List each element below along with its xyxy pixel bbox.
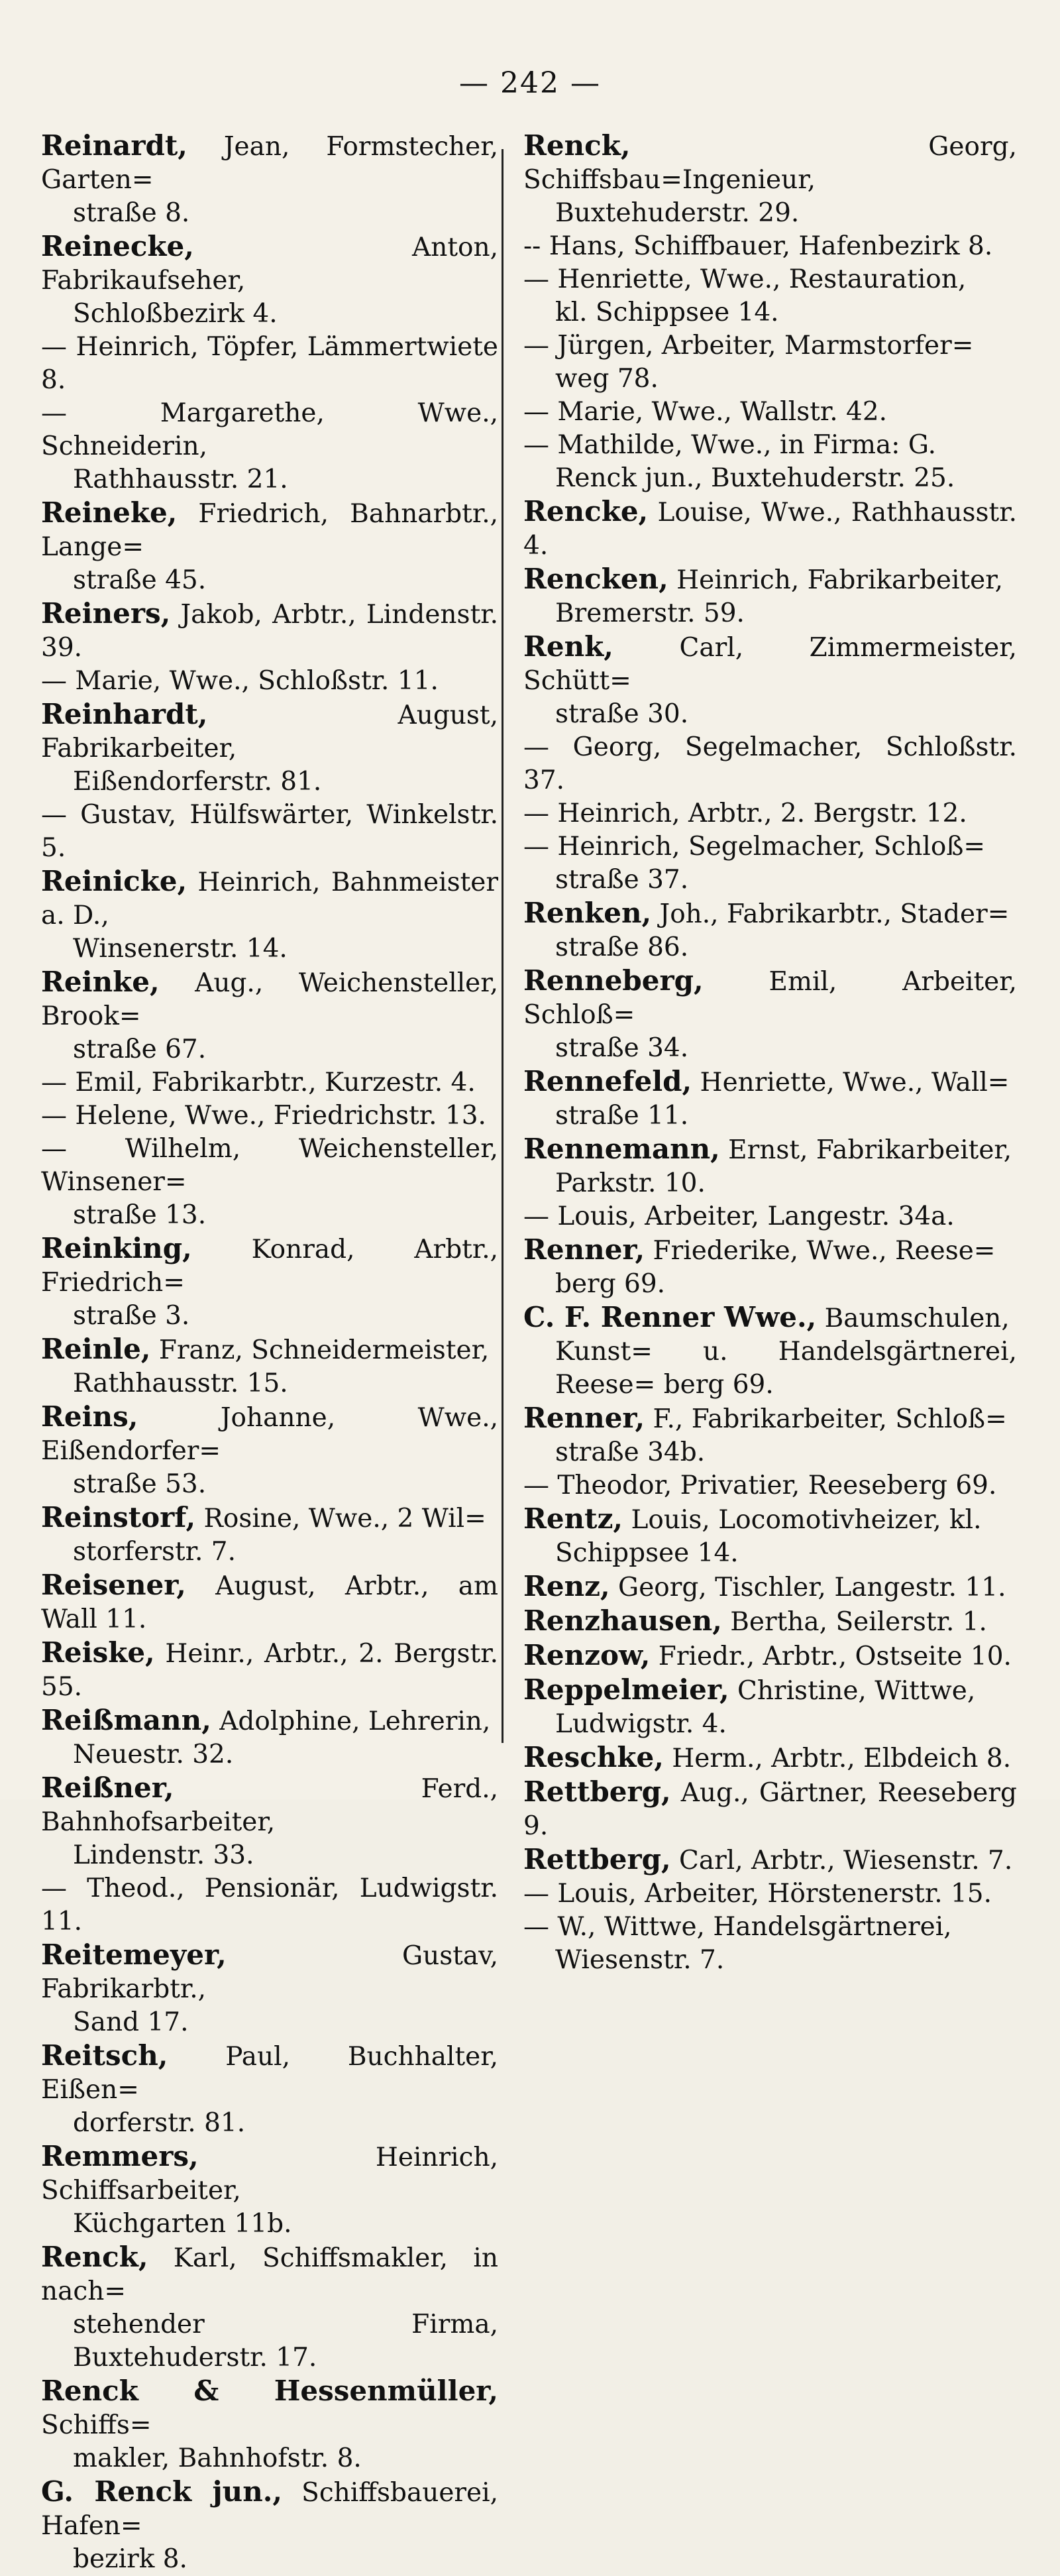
entry-details: Karl, Schiffsmakler, in nach= — [41, 2243, 498, 2306]
directory-entry — [523, 263, 1017, 329]
directory-entry — [523, 329, 1017, 396]
entry-continuation: Sand 17. — [73, 2007, 189, 2037]
entry-first-line — [523, 731, 1017, 797]
directory-entry — [41, 1704, 498, 1771]
entry-name: Reiners, — [41, 597, 171, 630]
directory-entry — [523, 495, 1017, 563]
directory-entry — [41, 331, 498, 397]
entry-details: Heinrich, Töpfer, Lämmertwiete 8. — [41, 332, 498, 395]
entry-first-line — [523, 1200, 1017, 1233]
entry-name: — — [41, 666, 67, 696]
entry-name: Renz, — [523, 1570, 610, 1602]
entry-first-line — [523, 1843, 1017, 1877]
entry-first-line — [41, 966, 498, 1033]
entry-name: Rentz, — [523, 1502, 623, 1535]
directory-entry — [523, 1502, 1017, 1570]
entry-continuation: Rathhausstr. 15. — [73, 1369, 288, 1398]
directory-entry — [523, 1775, 1017, 1843]
entry-name: Renner, — [523, 1233, 645, 1266]
entry-name: Reitemeyer, — [41, 1938, 227, 1971]
entry-first-line — [41, 2241, 498, 2308]
entry-details: Margarethe, Wwe., Schneiderin, — [41, 398, 498, 461]
entry-details: Herm., Arbtr., Elbdeich 8. — [663, 1744, 1012, 1773]
entry-name: — — [41, 332, 67, 362]
entry-first-line — [41, 2475, 498, 2543]
directory-entry — [523, 563, 1017, 630]
entry-first-line — [41, 496, 498, 564]
entry-first-line — [523, 263, 1017, 296]
entry-first-line — [41, 1704, 498, 1738]
entry-name: Remmers, — [41, 2140, 199, 2172]
directory-entry — [523, 1639, 1017, 1673]
entry-first-line — [523, 1502, 1017, 1537]
entry-continuation: Neuestr. 32. — [73, 1740, 234, 1769]
entry-name: Reinardt, — [41, 129, 187, 162]
entry-continuation: Schloßbezirk 4. — [73, 299, 278, 329]
entry-name: — — [523, 1471, 549, 1500]
entry-continuation: stehender Firma, Buxtehuderstr. 17. — [73, 2310, 498, 2373]
directory-entry — [41, 2241, 498, 2375]
entry-first-line — [41, 1938, 498, 2006]
entry-first-line — [523, 797, 1017, 830]
entry-details: Georg, Schiffsbau=Ingenieur, — [523, 132, 1017, 195]
entry-first-line — [523, 329, 1017, 363]
entry-details: Mathilde, Wwe., in Firma: G. — [549, 430, 936, 460]
entry-name: Renck & Hessenmüller, — [41, 2375, 498, 2407]
entry-details: Schiffs= — [41, 2410, 152, 2440]
entry-details: Theodor, Privatier, Reeseberg 69. — [549, 1471, 997, 1500]
entry-name: Reinecke, — [41, 230, 194, 262]
entry-first-line — [523, 563, 1017, 597]
entry-name: Reinstorf, — [41, 1501, 196, 1534]
entry-first-line — [41, 1771, 498, 1839]
entry-details: Heinrich, Bahnmeister a. D., — [41, 868, 498, 930]
directory-entry — [523, 1233, 1017, 1301]
entry-continuation: Schippsee 14. — [555, 1538, 739, 1568]
entry-first-line — [41, 698, 498, 765]
entry-name: Reiske, — [41, 1636, 155, 1669]
entry-continuation: Wiesenstr. 7. — [555, 1945, 725, 1975]
entry-first-line — [41, 1872, 498, 1938]
entry-name: Renck, — [523, 129, 631, 162]
entry-continuation: Winsenerstr. 14. — [73, 934, 288, 964]
entry-name: Rettberg, — [523, 1775, 671, 1808]
entry-name: -- — [523, 231, 541, 261]
directory-entry — [523, 630, 1017, 731]
entry-continuation: straße 34. — [555, 1033, 689, 1063]
entry-first-line — [41, 2140, 498, 2208]
directory-entry — [41, 966, 498, 1066]
entry-name: Reitsch, — [41, 2039, 168, 2072]
entry-name: — — [41, 1874, 67, 1903]
entry-name: Reisener, — [41, 1569, 186, 1601]
entry-first-line — [41, 230, 498, 298]
entry-name: Reißmann, — [41, 1704, 211, 1736]
entry-first-line — [41, 799, 498, 865]
entry-details: Baumschulen, — [816, 1304, 1010, 1333]
directory-entry — [523, 396, 1017, 429]
directory-entry — [523, 1469, 1017, 1502]
entry-first-line — [41, 1133, 498, 1199]
entry-first-line — [523, 630, 1017, 698]
entry-name: — — [41, 398, 67, 428]
entry-name: Renneberg, — [523, 964, 704, 997]
entry-first-line — [41, 1099, 498, 1133]
entry-name: — — [523, 331, 549, 361]
entry-continuation: Bremerstr. 59. — [555, 598, 745, 628]
entry-name: — — [41, 1101, 67, 1131]
entry-first-line — [41, 1232, 498, 1300]
entry-details: Friederike, Wwe., Reese= — [645, 1236, 996, 1266]
entry-first-line — [523, 1402, 1017, 1436]
entry-first-line — [523, 429, 1017, 462]
directory-entry — [41, 1333, 498, 1400]
entry-name: — — [523, 430, 549, 460]
entry-details: Louise, Wwe., Rathhausstr. 4. — [523, 498, 1017, 561]
directory-entry — [41, 1938, 498, 2039]
directory-entry — [41, 496, 498, 597]
entry-first-line — [41, 665, 498, 698]
entry-first-line — [523, 1741, 1017, 1775]
entry-continuation: weg 78. — [555, 364, 659, 394]
entry-continuation: kl. Schippsee 14. — [555, 298, 779, 327]
entry-name: — — [523, 1879, 549, 1909]
entry-first-line — [523, 1469, 1017, 1502]
entry-details: Louis, Arbeiter, Langestr. 34a. — [549, 1202, 955, 1231]
entry-details: Heinrich, Fabrikarbeiter, — [668, 565, 1003, 595]
directory-entry — [41, 597, 498, 665]
entry-first-line — [523, 964, 1017, 1032]
directory-entry — [523, 731, 1017, 797]
directory-entry — [523, 429, 1017, 495]
entry-name: Renner, — [523, 1402, 645, 1434]
entry-details: Johanne, Wwe., Eißendorfer= — [41, 1403, 498, 1466]
entry-continuation: storferstr. 7. — [73, 1537, 237, 1567]
entry-name: — — [41, 1068, 67, 1097]
directory-entry — [523, 1570, 1017, 1604]
entry-name: — — [523, 732, 549, 762]
directory-entry — [523, 1604, 1017, 1639]
entry-details: Rosine, Wwe., 2 Wil= — [195, 1504, 486, 1534]
directory-entry — [523, 1200, 1017, 1233]
directory-entry — [41, 230, 498, 331]
directory-entry — [523, 830, 1017, 897]
directory-entry — [41, 2375, 498, 2475]
entry-first-line — [41, 1569, 498, 1636]
entry-first-line — [523, 1133, 1017, 1167]
entry-details: Konrad, Arbtr., Friedrich= — [41, 1235, 498, 1298]
directory-entry — [41, 1771, 498, 1872]
entry-details: Hans, Schiffbauer, Hafenbezirk 8. — [541, 231, 993, 261]
entry-continuation: berg 69. — [555, 1269, 666, 1299]
entry-continuation: Eißendorferstr. 81. — [73, 767, 322, 797]
entry-details: Georg, Tischler, Langestr. 11. — [610, 1573, 1006, 1602]
entry-continuation: straße 34b. — [555, 1437, 706, 1467]
entry-name: Renzhausen, — [523, 1604, 722, 1637]
entry-name: G. Renck jun., — [41, 2475, 283, 2508]
entry-first-line — [523, 230, 1017, 263]
entry-first-line — [41, 397, 498, 463]
entry-name: — — [41, 800, 67, 830]
entry-first-line — [523, 830, 1017, 864]
entry-continuation: Küchgarten 11b. — [73, 2209, 292, 2239]
entry-first-line — [41, 1333, 498, 1367]
page-number: — 242 — — [459, 66, 601, 100]
entry-first-line — [41, 1066, 498, 1099]
entry-name: Reinhardt, — [41, 698, 208, 730]
entry-name: Reins, — [41, 1400, 138, 1433]
entry-details: Schiffsbauerei, Hafen= — [41, 2478, 499, 2541]
entry-details: Helene, Wwe., Friedrichstr. 13. — [67, 1101, 486, 1131]
entry-details: August, Arbtr., am Wall 11. — [41, 1571, 498, 1634]
entry-first-line — [523, 1604, 1017, 1639]
entry-name: — — [523, 1202, 549, 1231]
directory-entry — [41, 1232, 498, 1333]
entry-name: Rennemann, — [523, 1133, 720, 1165]
entry-name: — — [523, 1912, 549, 1942]
entry-first-line — [523, 1233, 1017, 1268]
entry-name: — — [523, 264, 549, 294]
directory-entry — [41, 1569, 498, 1636]
directory-entry — [41, 865, 498, 966]
entry-details: August, Fabrikarbeiter, — [41, 700, 498, 763]
entry-first-line — [523, 129, 1017, 197]
directory-entry — [41, 1400, 498, 1501]
left-column — [41, 129, 498, 2576]
entry-details: Gustav, Fabrikarbtr., — [41, 1941, 498, 2004]
directory-entry — [523, 1301, 1017, 1402]
directory-entry — [523, 230, 1017, 263]
entry-name: Rencken, — [523, 563, 668, 595]
entry-first-line — [523, 897, 1017, 931]
entry-name: Renck, — [41, 2241, 148, 2273]
directory-entry — [523, 129, 1017, 230]
entry-continuation: straße 67. — [73, 1035, 207, 1064]
directory-entry — [41, 2039, 498, 2140]
directory-entry — [523, 797, 1017, 830]
entry-details: Carl, Arbtr., Wiesenstr. 7. — [670, 1846, 1013, 1876]
entry-details: Wilhelm, Weichensteller, Winsener= — [41, 1134, 498, 1197]
entry-continuation: straße 13. — [73, 1200, 207, 1230]
entry-name: Renk, — [523, 630, 613, 663]
directory-entry — [523, 1402, 1017, 1469]
entry-name: — — [523, 799, 549, 828]
entry-details: Bertha, Seilerstr. 1. — [721, 1607, 987, 1637]
directory-entry — [41, 1501, 498, 1569]
directory-entry — [41, 1133, 498, 1232]
entry-name: Reschke, — [523, 1741, 664, 1773]
entry-name: Rettberg, — [523, 1843, 671, 1876]
entry-details: Heinrich, Segelmacher, Schloß= — [549, 832, 986, 862]
directory-entry — [523, 1877, 1017, 1911]
entry-first-line — [41, 2039, 498, 2107]
right-column — [523, 129, 1017, 1977]
entry-first-line — [523, 495, 1017, 563]
entry-name: Reppelmeier, — [523, 1673, 729, 1706]
entry-continuation: Buxtehuderstr. 29. — [555, 198, 800, 228]
entry-name: — — [523, 832, 549, 862]
entry-name: Renken, — [523, 897, 652, 929]
entry-details: Adolphine, Lehrerin, — [211, 1707, 491, 1736]
entry-details: Louis, Locomotivheizer, kl. — [623, 1505, 982, 1535]
entry-name: Reißner, — [41, 1771, 174, 1804]
entry-details: Jakob, Arbtr., Lindenstr. 39. — [41, 600, 498, 663]
entry-name: Reinicke, — [41, 865, 187, 897]
entry-details: Henriette, Wwe., Wall= — [692, 1068, 1010, 1097]
entry-details: Louis, Arbeiter, Hörstenerstr. 15. — [549, 1879, 992, 1909]
entry-details: Friedr., Arbtr., Ostseite 10. — [650, 1642, 1012, 1671]
directory-entry — [41, 129, 498, 230]
entry-continuation: Rathhausstr. 21. — [73, 465, 288, 494]
entry-continuation: straße 45. — [73, 565, 207, 595]
entry-name: C. F. Renner Wwe., — [523, 1301, 817, 1333]
entry-continuation: dorferstr. 81. — [73, 2108, 246, 2138]
entry-name: Reinking, — [41, 1232, 192, 1264]
entry-details: Emil, Arbeiter, Schloß= — [523, 967, 1017, 1030]
entry-details: Ferd., Bahnhofsarbeiter, — [41, 1774, 498, 1837]
entry-first-line — [41, 1636, 498, 1704]
directory-entry — [523, 1673, 1017, 1741]
directory-entry — [523, 1741, 1017, 1775]
entry-continuation: Lindenstr. 33. — [73, 1840, 254, 1870]
entry-continuation: Ludwigstr. 4. — [555, 1709, 727, 1739]
entry-details: Friedrich, Bahnarbtr., Lange= — [41, 499, 498, 562]
directory-entry — [523, 1065, 1017, 1133]
directory-entry — [41, 1872, 498, 1938]
entry-first-line — [523, 1911, 1017, 1944]
entry-first-line — [41, 597, 498, 665]
entry-first-line — [41, 1400, 498, 1468]
entry-details: Christine, Wittwe, — [729, 1676, 976, 1706]
entry-first-line — [523, 1301, 1017, 1335]
entry-details: Carl, Zimmermeister, Schütt= — [523, 633, 1017, 696]
directory-entry — [41, 2140, 498, 2241]
entry-continuation: makler, Bahnhofstr. 8. — [73, 2443, 362, 2473]
entry-details: Theod., Pensionär, Ludwigstr. 11. — [41, 1874, 498, 1936]
entry-first-line — [523, 1775, 1017, 1843]
entry-details: Marie, Wwe., Wallstr. 42. — [549, 397, 888, 427]
entry-details: Paul, Buchhalter, Eißen= — [41, 2042, 498, 2105]
entry-details: Gustav, Hülfswärter, Winkelstr. 5. — [41, 800, 498, 863]
directory-entry — [41, 2475, 498, 2576]
directory-entry — [41, 665, 498, 698]
entry-name: Rennefeld, — [523, 1065, 692, 1097]
directory-entry — [41, 698, 498, 799]
directory-entry — [41, 1066, 498, 1099]
entry-name: Rencke, — [523, 495, 649, 528]
entry-name: Reinke, — [41, 966, 160, 998]
entry-name: Renzow, — [523, 1639, 651, 1671]
column-divider — [502, 149, 504, 1743]
entry-first-line — [523, 396, 1017, 429]
entry-details: Heinr., Arbtr., 2. Bergstr. 55. — [41, 1639, 498, 1702]
directory-entry — [41, 1636, 498, 1704]
entry-first-line — [523, 1570, 1017, 1604]
directory-entry — [41, 1099, 498, 1133]
entry-details: W., Wittwe, Handelsgärtnerei, — [549, 1912, 952, 1942]
entry-continuation: straße 37. — [555, 865, 689, 895]
entry-name: — — [41, 1134, 67, 1164]
entry-continuation: straße 86. — [555, 932, 689, 962]
entry-first-line — [41, 1501, 498, 1536]
entry-first-line — [523, 1639, 1017, 1673]
entry-continuation: straße 53. — [73, 1469, 207, 1499]
directory-entry — [523, 1843, 1017, 1877]
entry-details: Jürgen, Arbeiter, Marmstorfer= — [549, 331, 974, 361]
entry-details: Georg, Segelmacher, Schloßstr. 37. — [523, 732, 1017, 795]
entry-continuation: straße 3. — [73, 1301, 190, 1331]
entry-details: Aug., Weichensteller, Brook= — [41, 968, 498, 1031]
entry-first-line — [41, 129, 498, 197]
entry-details: Heinrich, Schiffsarbeiter, — [41, 2143, 498, 2206]
directory-entry — [523, 1133, 1017, 1200]
entry-details: Emil, Fabrikarbtr., Kurzestr. 4. — [67, 1068, 476, 1097]
entry-continuation: Parkstr. 10. — [555, 1168, 706, 1198]
entry-details: Jean, Formstecher, Garten= — [41, 132, 498, 195]
entry-details: Henriette, Wwe., Restauration, — [549, 264, 967, 294]
entry-first-line — [41, 865, 498, 932]
entry-first-line — [41, 331, 498, 397]
entry-details: Marie, Wwe., Schloßstr. 11. — [67, 666, 439, 696]
entry-details: F., Fabrikarbeiter, Schloß= — [645, 1404, 1007, 1434]
entry-first-line — [523, 1065, 1017, 1099]
directory-entry — [523, 1911, 1017, 1977]
entry-details: Ernst, Fabrikarbeiter, — [719, 1135, 1012, 1165]
entry-details: Franz, Schneidermeister, — [150, 1335, 490, 1365]
entry-name: Reinle, — [41, 1333, 151, 1365]
entry-first-line — [523, 1877, 1017, 1911]
directory-entry — [523, 897, 1017, 964]
entry-details: Joh., Fabrikarbtr., Stader= — [651, 899, 1010, 929]
entry-continuation: straße 30. — [555, 699, 689, 729]
entry-details: Aug., Gärtner, Reeseberg 9. — [523, 1778, 1017, 1841]
entry-continuation: bezirk 8. — [73, 2544, 187, 2574]
entry-continuation: Kunst= u. Handelsgärtnerei, Reese= berg 69. — [555, 1337, 1017, 1400]
entry-continuation: straße 11. — [555, 1101, 689, 1131]
directory-entry — [41, 397, 498, 496]
entry-name: Reineke, — [41, 496, 178, 529]
entry-first-line — [41, 2375, 498, 2442]
directory-entry — [523, 964, 1017, 1065]
entry-details: Anton, Fabrikaufseher, — [41, 233, 498, 296]
entry-name: — — [523, 397, 549, 427]
entry-continuation: straße 8. — [73, 198, 190, 228]
entry-first-line — [523, 1673, 1017, 1708]
entry-continuation: Renck jun., Buxtehuderstr. 25. — [555, 463, 955, 493]
directory-entry — [41, 799, 498, 865]
entry-details: Heinrich, Arbtr., 2. Bergstr. 12. — [549, 799, 967, 828]
